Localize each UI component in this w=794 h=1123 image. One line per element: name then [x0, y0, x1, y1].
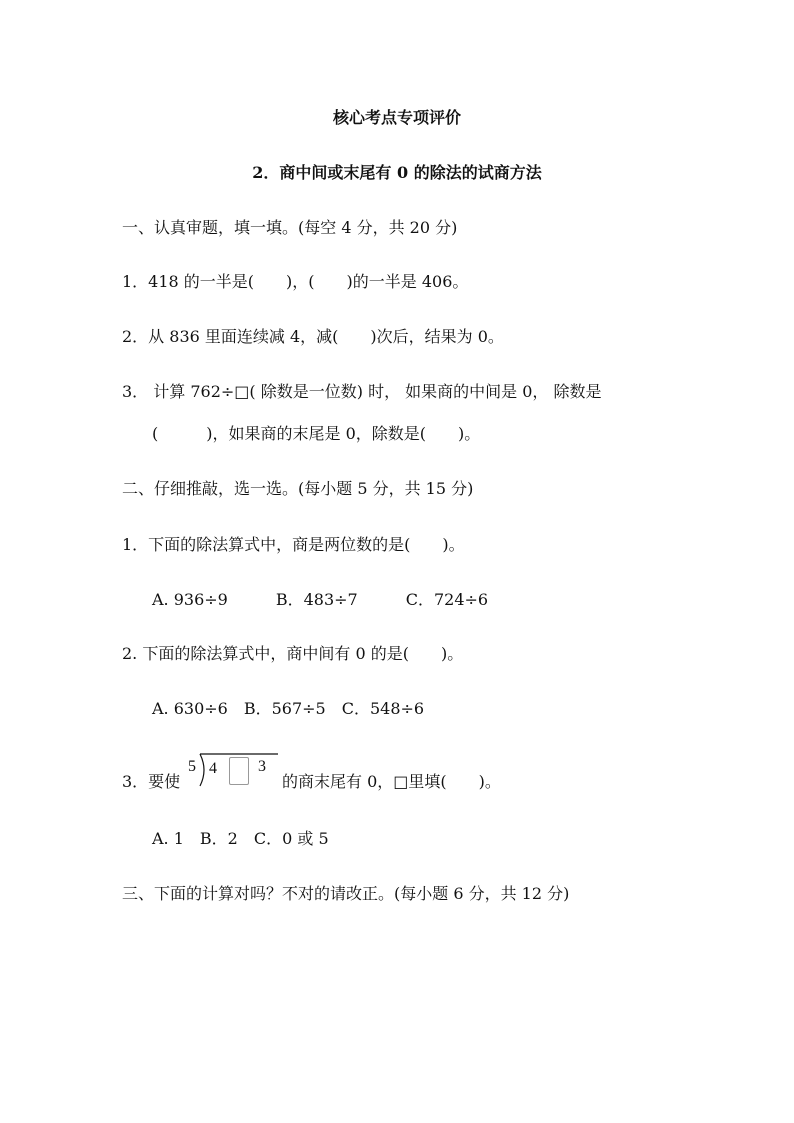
section2-question-3-prefix: 3．要使 [122, 772, 181, 791]
section1-heading: 一、认真审题，填一填。(每空 4 分，共 20 分) [122, 218, 458, 237]
section2-question-3-suffix: 的商末尾有 0，□里填( )。 [282, 772, 501, 791]
page-title: 核心考点专项评价 [332, 108, 461, 127]
section2-question-2: 2. 下面的除法算式中，商中间有 0 的是( )。 [122, 644, 464, 663]
section1-question-3-line1: 3． 计算 762÷□( 除数是一位数) 时， 如果商的中间是 0， 除数是 [122, 382, 602, 401]
section2-question-1-options: A. 936÷9 B．483÷7 C．724÷6 [152, 590, 489, 609]
section2-heading: 二、仔细推敲，选一选。(每小题 5 分，共 15 分) [122, 479, 474, 498]
long-division-digit-3: 3 [258, 758, 266, 775]
section2-question-1: 1．下面的除法算式中，商是两位数的是( )。 [122, 535, 465, 554]
long-division-figure [188, 752, 280, 792]
section1-question-3-line2: ( )，如果商的末尾是 0，除数是( )。 [152, 424, 481, 443]
blank-box [229, 757, 249, 785]
section3-heading: 三、下面的计算对吗？不对的请改正。(每小题 6 分，共 12 分) [122, 884, 570, 903]
long-division-digit-1: 4 [209, 760, 217, 777]
page-subtitle: 2．商中间或末尾有 0 的除法的试商方法 [252, 163, 542, 182]
long-division-divisor: 5 [188, 758, 196, 775]
section1-question-2: 2．从 836 里面连续减 4，减( )次后，结果为 0。 [122, 327, 504, 346]
section1-question-1: 1．418 的一半是( )，( )的一半是 406。 [122, 272, 469, 291]
section2-question-2-options: A. 630÷6 B．567÷5 C．548÷6 [152, 699, 425, 718]
section2-question-3-options: A. 1 B．2 C．0 或 5 [152, 829, 329, 848]
